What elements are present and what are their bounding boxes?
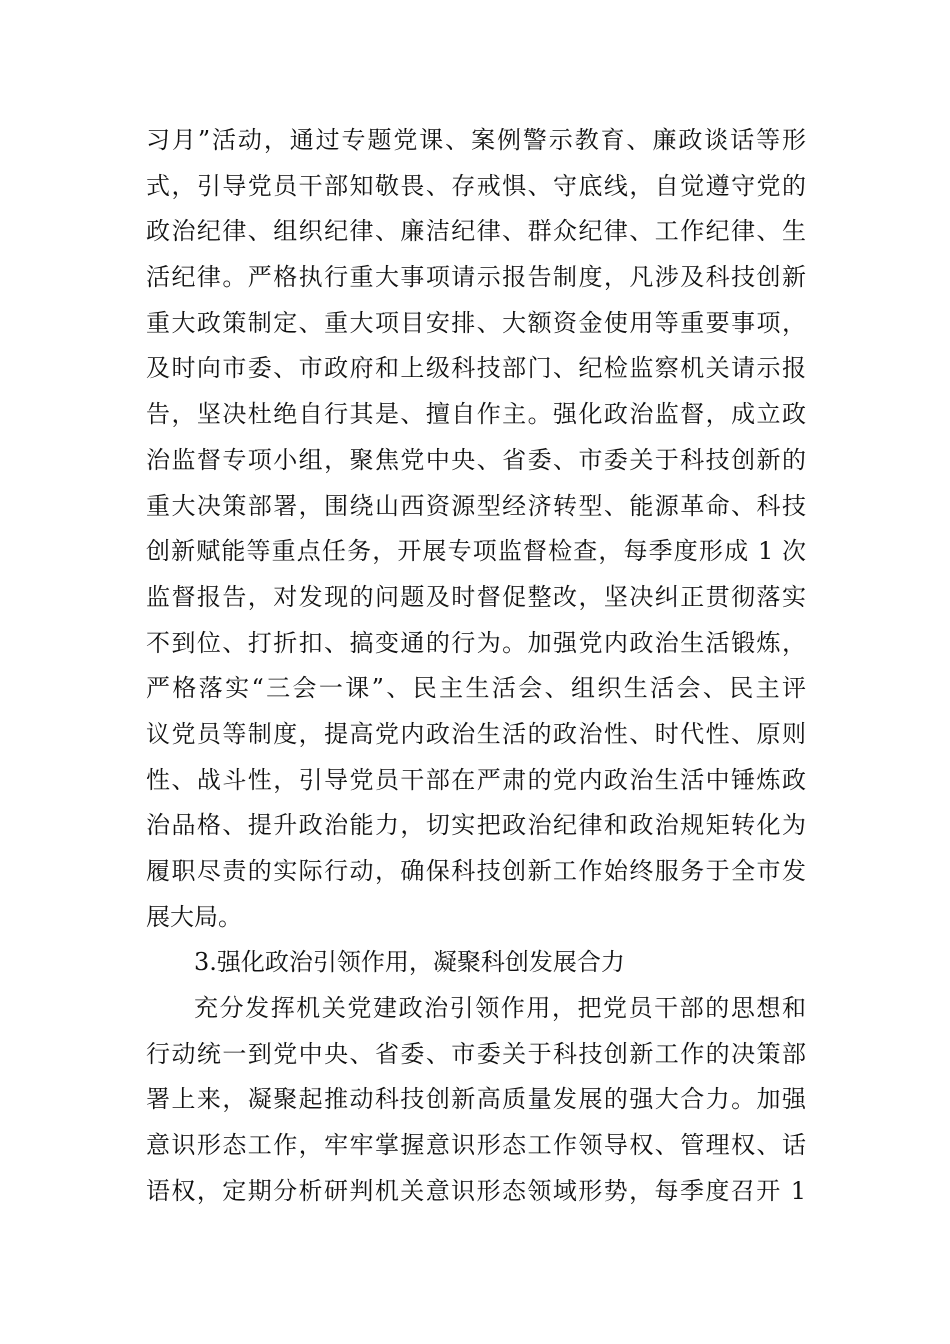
text-line: 议党员等制度，提高党内政治生活的政治性、时代性、原则 [146, 719, 806, 748]
document-body [146, 118, 806, 1215]
text-line: 重大决策部署，围绕山西资源型经济转型、能源革命、科技 [146, 491, 806, 520]
text-line: 及时向市委、市政府和上级科技部门、纪检监察机关请示报 [146, 354, 806, 383]
text-line: 创新赋能等重点任务，开展专项监督检查，每季度形成 1 次 [146, 537, 806, 566]
text-line: 严格落实“三会一课”、民主生活会、组织生活会、民主评 [146, 674, 806, 703]
paragraph-2 [146, 986, 806, 1214]
text-line: 告，坚决杜绝自行其是、擅自作主。强化政治监督，成立政 [146, 400, 806, 429]
text-line: 署上来，凝聚起推动科技创新高质量发展的强大合力。加强 [146, 1085, 806, 1114]
text-line: 履职尽责的实际行动，确保科技创新工作始终服务于全市发 [146, 857, 806, 885]
text-line: 活纪律。严格执行重大事项请示报告制度，凡涉及科技创新 [146, 263, 806, 292]
section-heading: 3.强化政治引领作用，凝聚科创发展合力 [194, 948, 625, 977]
text-line: 不到位、打折扣、搞变通的行为。加强党内政治生活锻炼， [146, 628, 806, 657]
text-line: 监督报告，对发现的问题及时督促整改，坚决纠正贯彻落实 [146, 582, 806, 611]
text-line: 展大局。 [146, 902, 242, 931]
text-line: 意识形态工作，牢牢掌握意识形态工作领导权、管理权、话 [146, 1131, 806, 1160]
text-line: 式，引导党员干部知敬畏、存戒惧、守底线，自觉遵守党的 [146, 171, 806, 200]
text-line: 治品格、提升政治能力，切实把政治纪律和政治规矩转化为 [146, 811, 806, 840]
text-line: 性、战斗性，引导党员干部在严肃的党内政治生活中锤炼政 [146, 765, 806, 794]
text-line: 语权，定期分析研判机关意识形态领域形势，每季度召开 1 [146, 1176, 806, 1205]
text-line: 行动统一到党中央、省委、市委关于科技创新工作的决策部 [146, 1039, 806, 1068]
text-line: 重大政策制定、重大项目安排、大额资金使用等重要事项， [146, 308, 806, 337]
text-line: 治监督专项小组，聚焦党中央、省委、市委关于科技创新的 [146, 445, 806, 474]
text-line: 习月”活动，通过专题党课、案例警示教育、廉政谈话等形 [146, 126, 806, 154]
paragraph-1 [146, 118, 806, 940]
text-line: 充分发挥机关党建政治引领作用，把党员干部的思想和 [194, 994, 806, 1023]
text-line: 政治纪律、组织纪律、廉洁纪律、群众纪律、工作纪律、生 [146, 217, 806, 246]
